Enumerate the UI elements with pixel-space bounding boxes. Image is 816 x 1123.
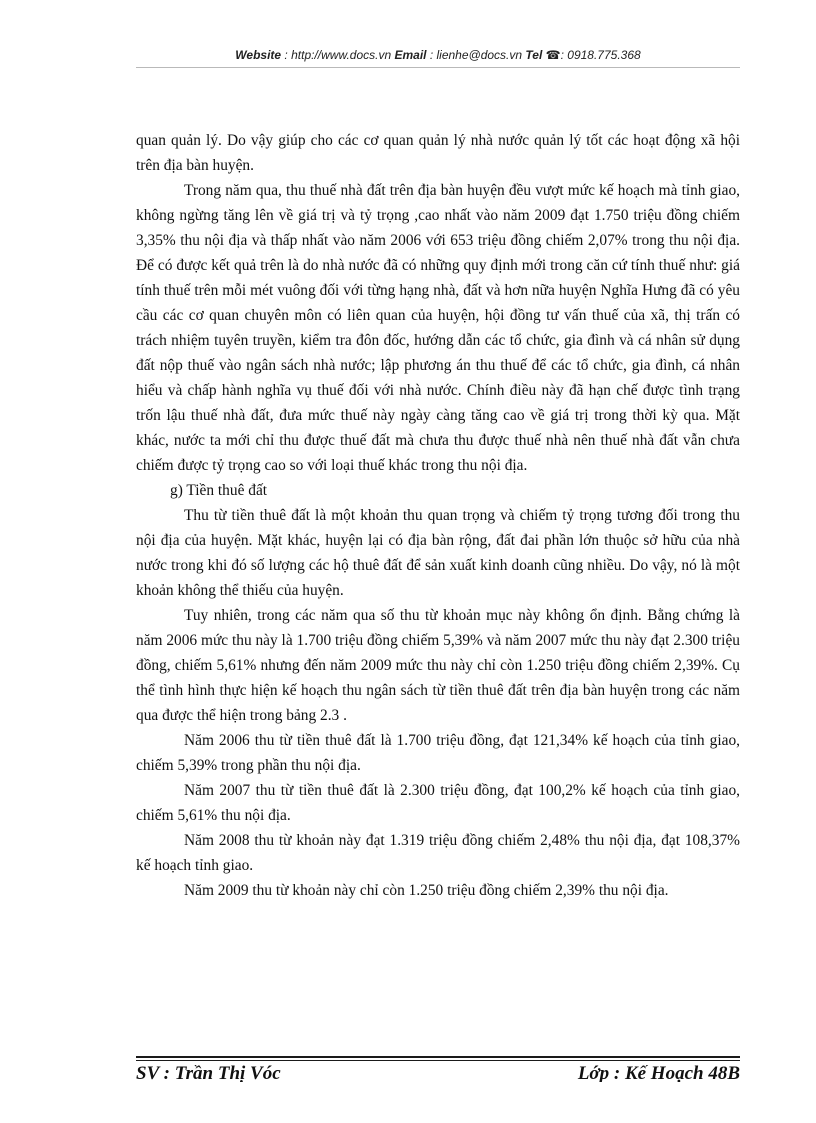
tel-number: : 0918.775.368 [560,48,641,62]
footer-divider-thin [136,1060,740,1061]
footer-divider [136,1056,740,1058]
paragraph-year-2007: Năm 2007 thu từ tiền thuê đất là 2.300 triệu đồng, đạt 100,2% kế hoạch của tỉnh giao, chiếm 5,61% thu nội địa. [136,782,740,824]
phone-icon: ☎ [545,48,561,62]
paragraph-land-rent-trend: Tuy nhiên, trong các năm qua số thu từ khoản mục này không ổn định. Bằng chứng là năm 2006 mức thu này là 1.700 triệu đồng chiếm 5,39% và năm 2007 mức thu này đạt 2.300 triệu đồng, chiếm 5,61% nhưng đến năm 2009 mức thu này chỉ còn 1.250 triệu đồng chiếm 2,39%. Cụ thể tình hình thực hiện kế hoạch thu ngân sách từ tiền thuê đất trên địa bàn huyện trong các năm qua được thể hiện trong bảng 2.3 . [136,607,740,724]
document-body [136,128,740,903]
footer-student-name: SV : Trần Thị Vóc [136,1063,281,1082]
email-label: Email [394,48,427,62]
paragraph-year-2008: Năm 2008 thu từ khoản này đạt 1.319 triệu đồng chiếm 2,48% thu nội địa, đạt 108,37% kế hoạch tỉnh giao. [136,832,740,874]
page-header [136,45,740,68]
website-url[interactable]: : http://www.docs.vn [281,48,395,62]
website-label: Website [235,48,282,62]
paragraph-continuation: quan quản lý. Do vậy giúp cho các cơ quan quản lý nhà nước quản lý tốt các hoạt động xã hội trên địa bàn huyện. [136,132,740,174]
section-heading-land-rent: g) Tiền thuê đất [170,482,268,499]
tel-label: Tel [525,48,543,62]
email-address[interactable]: : lienhe@docs.vn [426,48,526,62]
footer-class-name: Lớp : Kế Hoạch 48B [577,1063,740,1082]
paragraph-year-2006: Năm 2006 thu từ tiền thuê đất là 1.700 triệu đồng, đạt 121,34% kế hoạch của tỉnh giao, chiếm 5,39% trong phần thu nội địa. [136,732,740,774]
paragraph-land-rent-intro: Thu từ tiền thuê đất là một khoản thu quan trọng và chiếm tỷ trọng tương đối trong thu nội địa của huyện. Mặt khác, huyện lại có địa bàn rộng, đất đai phần lớn thuộc sở hữu của nhà nước trong khi đó số lượng các hộ thuê đất để sản xuất kinh doanh cũng nhiều. Do vậy, nó là một khoản không thể thiếu của huyện. [136,507,740,599]
paragraph-land-tax: Trong năm qua, thu thuế nhà đất trên địa bàn huyện đều vượt mức kế hoạch mà tỉnh giao, không ngừng tăng lên về giá trị và tỷ trọng ,cao nhất vào năm 2009 đạt 1.750 triệu đồng chiếm 3,35% thu nội địa và thấp nhất vào năm 2006 với 653 triệu đồng chiếm 2,07% trong thu nội địa. Để có được kết quả trên là do nhà nước đã có những quy định mới trong căn cứ tính thuế như: giá tính thuế trên mỗi mét vuông đối với từng hạng nhà, đất và hơn nữa huyện Nghĩa Hưng đã có yêu cầu các cơ quan chuyên môn có liên quan của huyện, hội đồng tư vấn thuế của xã, thị trấn có trách nhiệm tuyên truyền, kiểm tra đôn đốc, hướng dẫn các tổ chức, gia đình và cá nhân sử dụng đất nộp thuế vào ngân sách nhà nước; lập phương án thu thuế để các tổ chức, gia đình, cá nhân hiểu và chấp hành nghĩa vụ thuế đối với nhà nước. Chính điều này đã hạn chế được tình trạng trốn lậu thuế nhà đất, đưa mức thuế này ngày càng tăng cao về giá trị trong thời kỳ qua. Mặt khác, nước ta mới chỉ thu được thuế đất mà chưa thu được thuế nhà nên thuế nhà đất vẫn chưa chiếm được tỷ trọng cao so với loại thuế khác trong thu nội địa. [136,182,740,474]
page-footer [136,1062,740,1082]
paragraph-year-2009: Năm 2009 thu từ khoản này chỉ còn 1.250 triệu đồng chiếm 2,39% thu nội địa. [184,882,669,899]
